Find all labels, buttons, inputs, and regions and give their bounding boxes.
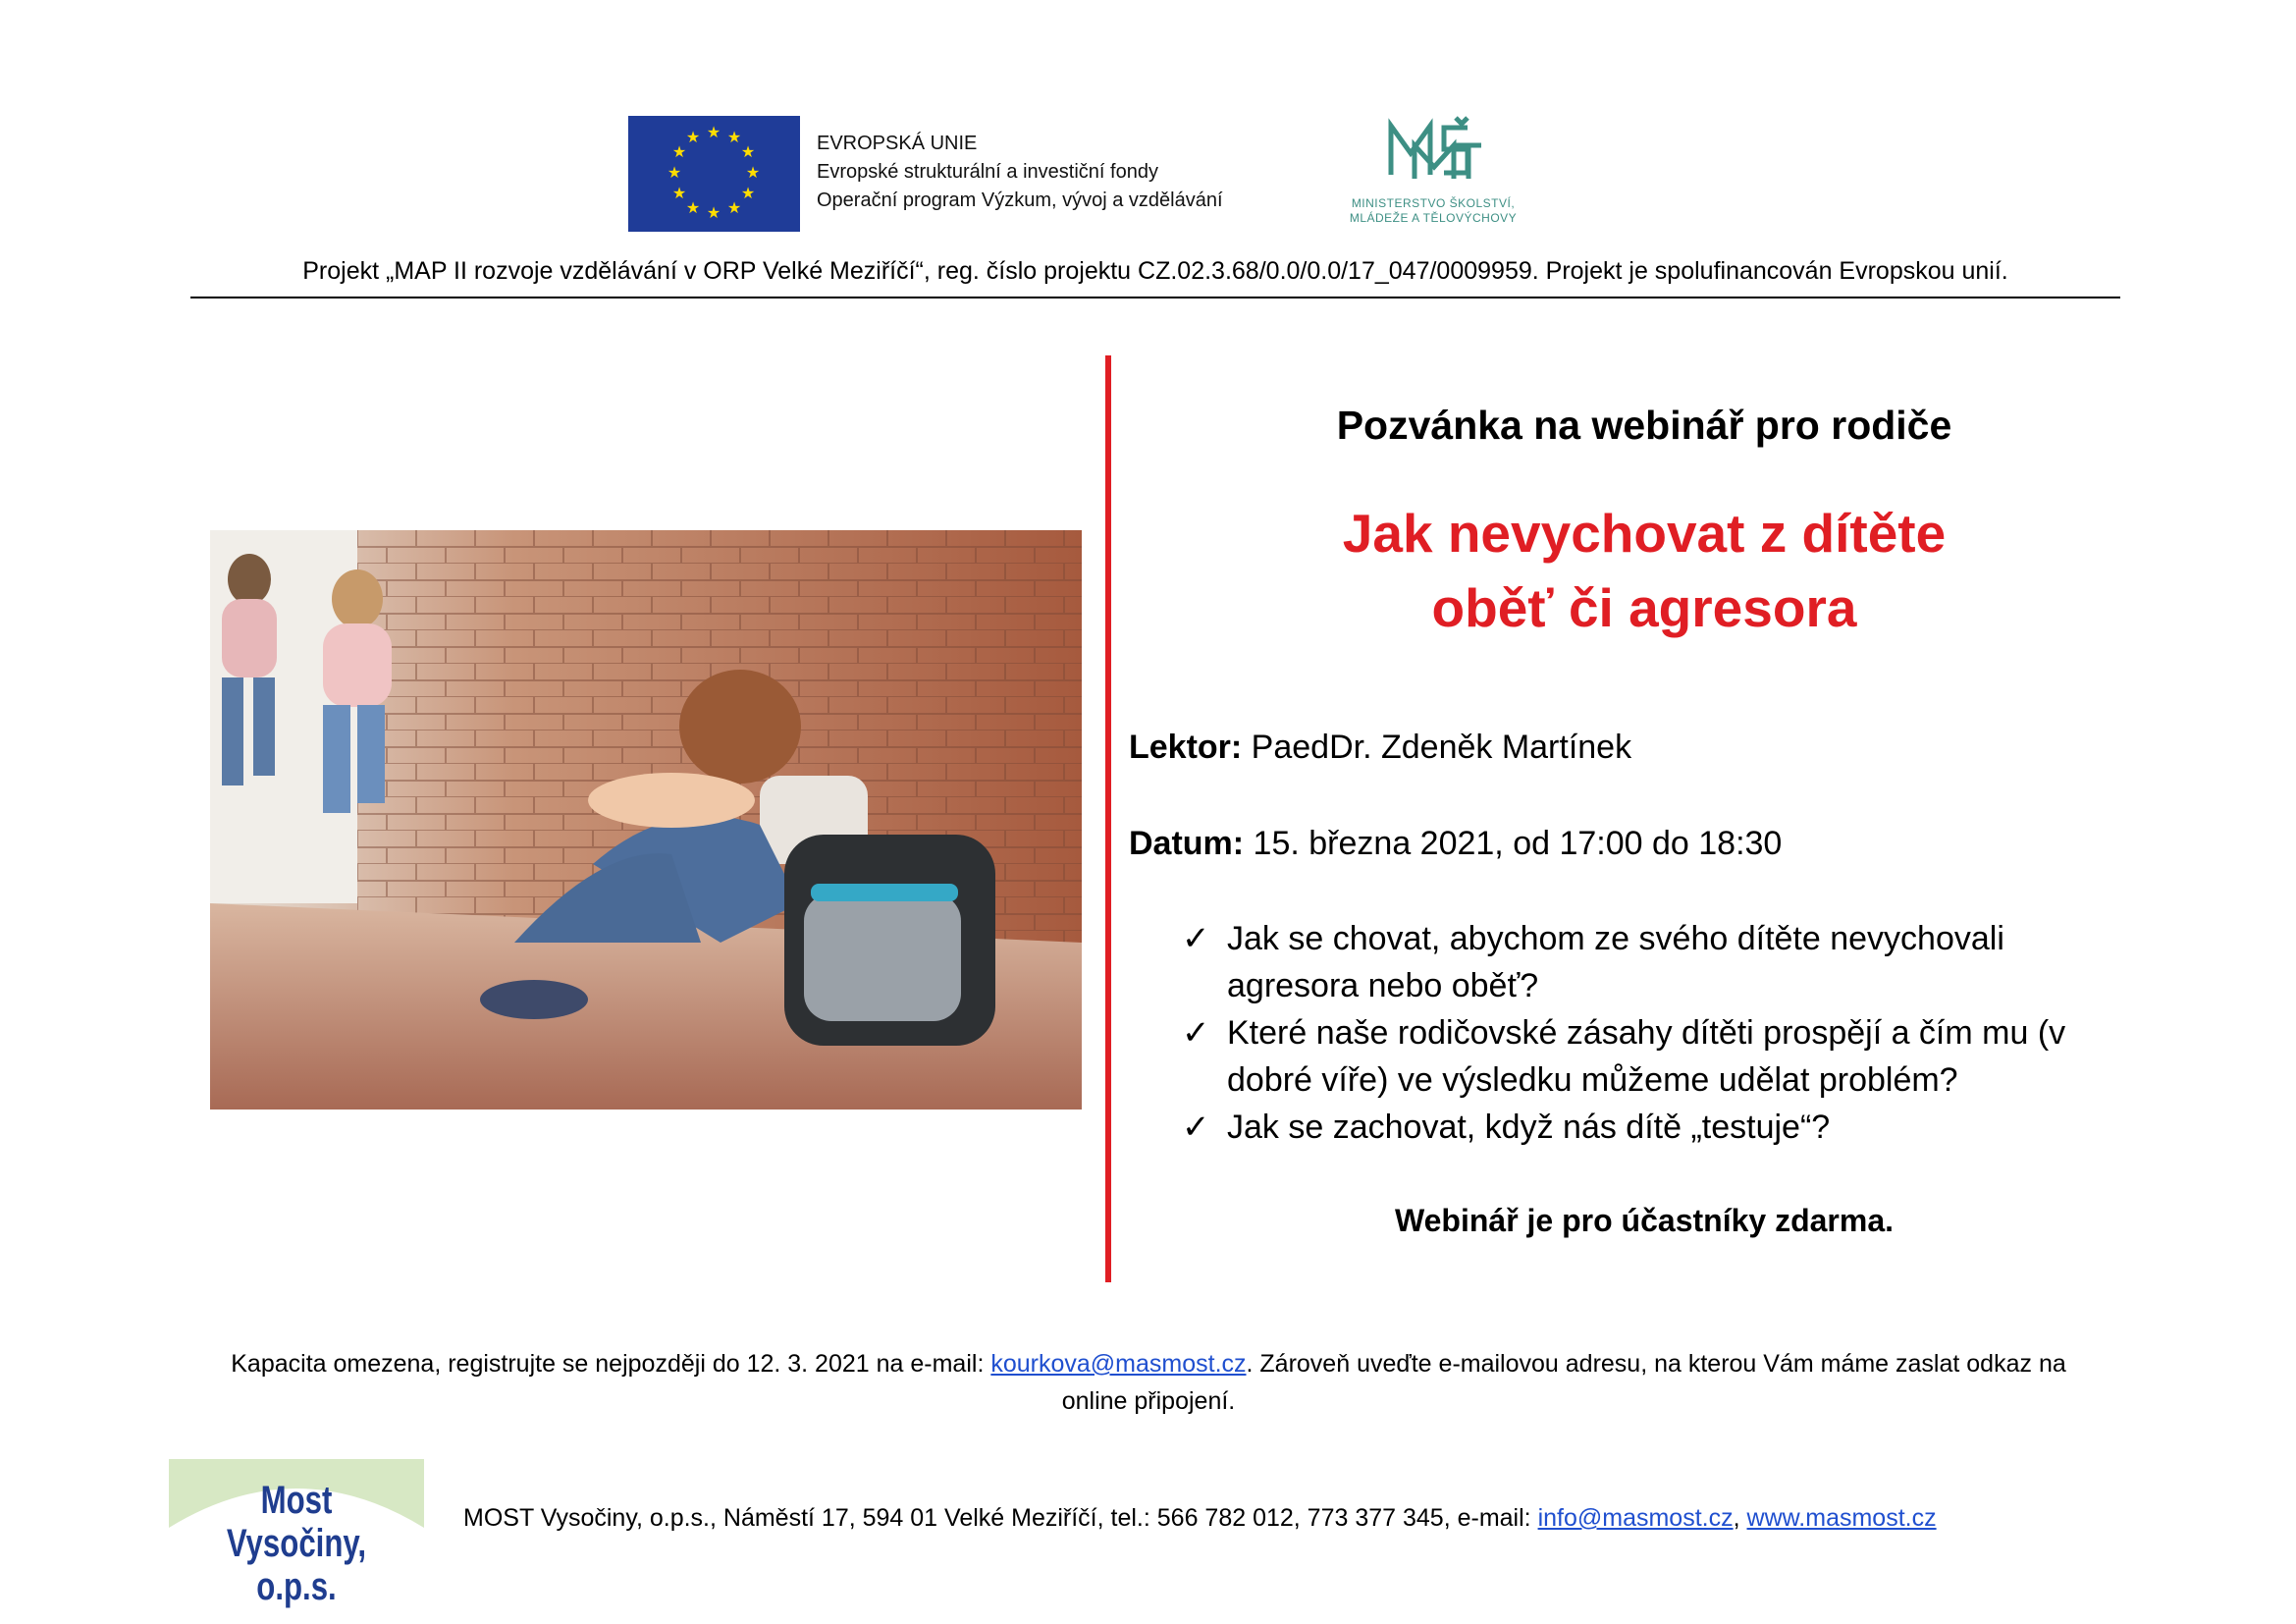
svg-text:★: ★: [671, 186, 687, 202]
footer-separator: ,: [1733, 1504, 1747, 1532]
eu-programme: Operační program Výzkum, vývoj a vzdělávání: [817, 189, 1223, 211]
list-item: [1182, 1009, 2124, 1104]
photo-sad-child: [210, 530, 1082, 1110]
invite-heading: Pozvánka na webinář pro rodiče: [1336, 403, 1952, 448]
registration-email-link[interactable]: kourkova@masmost.cz: [990, 1350, 1247, 1378]
most-logo-line1: Most: [260, 1479, 333, 1522]
title-line-1: Jak nevychovat z dítěte: [1342, 503, 1947, 564]
red-divider: [1105, 355, 1111, 1282]
lecturer-label: Lektor:: [1129, 729, 1243, 766]
date-value: 15. března 2021, od 17:00 do 18:30: [1244, 825, 1783, 862]
eu-stars-icon: [628, 116, 800, 232]
svg-text:★: ★: [740, 144, 756, 161]
msmt-line1: MINISTERSTVO ŠKOLSTVÍ,: [1351, 196, 1516, 210]
checkmark-icon: ✓: [1182, 920, 1210, 957]
eu-funds: Evropské strukturální a investiční fondy: [817, 161, 1158, 183]
topic-text: Jak se zachovat, když nás dítě „testuje“?: [1227, 1109, 1831, 1146]
project-info: Projekt „MAP II rozvoje vzdělávání v ORP Velké Meziříčí“, reg. číslo projektu CZ.02.3.68/0.0/0.0/17_047/0009959. Projekt je spolufinancován Evropskou unií.: [302, 257, 2008, 285]
footer-email-link[interactable]: info@masmost.cz: [1537, 1504, 1734, 1532]
topic-text: Jak se chovat, abychom ze svého dítěte nevychovali agresora nebo oběť?: [1227, 920, 2004, 1004]
eu-flag-logo: [628, 116, 800, 232]
eu-title: EVROPSKÁ UNIE: [817, 133, 978, 154]
svg-text:★: ★: [706, 205, 721, 222]
svg-text:★: ★: [726, 200, 742, 217]
free-note: Webinář je pro účastníky zdarma.: [1394, 1203, 1894, 1238]
footer-contact: [463, 1504, 1937, 1533]
svg-text:★: ★: [745, 165, 761, 182]
list-item: [1182, 1104, 2124, 1151]
footer-web-link[interactable]: www.masmost.cz: [1746, 1504, 1937, 1532]
svg-text:★: ★: [706, 125, 721, 141]
lecturer-value: PaedDr. Zdeněk Martínek: [1242, 729, 1632, 766]
webinar-title: [1139, 496, 2150, 645]
checkmark-icon: ✓: [1182, 1109, 1210, 1146]
registration-text-after: . Zároveň uveďte e-mailovou adresu, na kterou Vám máme zaslat odkaz na online připojení.: [1061, 1350, 2066, 1415]
svg-text:★: ★: [671, 144, 687, 161]
msmt-name: [1320, 196, 1546, 226]
date-label: Datum:: [1129, 825, 1245, 862]
msmt-monogram-icon: [1320, 116, 1546, 194]
eu-text-block: [817, 130, 1223, 215]
most-logo-text: [197, 1479, 397, 1608]
svg-text:★: ★: [740, 186, 756, 202]
title-line-2: oběť či agresora: [1431, 577, 1857, 638]
registration-note: [196, 1345, 2101, 1420]
most-logo-line2: Vysočiny, o.p.s.: [226, 1522, 367, 1608]
svg-text:★: ★: [667, 165, 682, 182]
footer-address: MOST Vysočiny, o.p.s., Náměstí 17, 594 01 Velké Meziříčí, tel.: 566 782 012, 773 377 345, e-mail:: [463, 1504, 1538, 1532]
list-item: [1182, 915, 2124, 1009]
sad-child-photo-icon: [210, 530, 1082, 1110]
topics-list: [1182, 915, 2124, 1151]
svg-text:★: ★: [726, 130, 742, 146]
header-divider: [190, 297, 2120, 298]
topic-text: Které naše rodičovské zásahy dítěti prospějí a čím mu (v dobré víře) ve výsledku můžeme udělat problém?: [1227, 1014, 2066, 1099]
svg-text:★: ★: [685, 130, 701, 146]
svg-text:★: ★: [685, 200, 701, 217]
lecturer-line: [1129, 729, 1631, 767]
registration-text: Kapacita omezena, registrujte se nejpozději do 12. 3. 2021 na e-mail:: [231, 1350, 991, 1378]
msmt-line2: MLÁDEŽE A TĚLOVÝCHOVY: [1349, 211, 1518, 225]
date-line: [1129, 825, 1782, 863]
checkmark-icon: ✓: [1182, 1014, 1210, 1052]
